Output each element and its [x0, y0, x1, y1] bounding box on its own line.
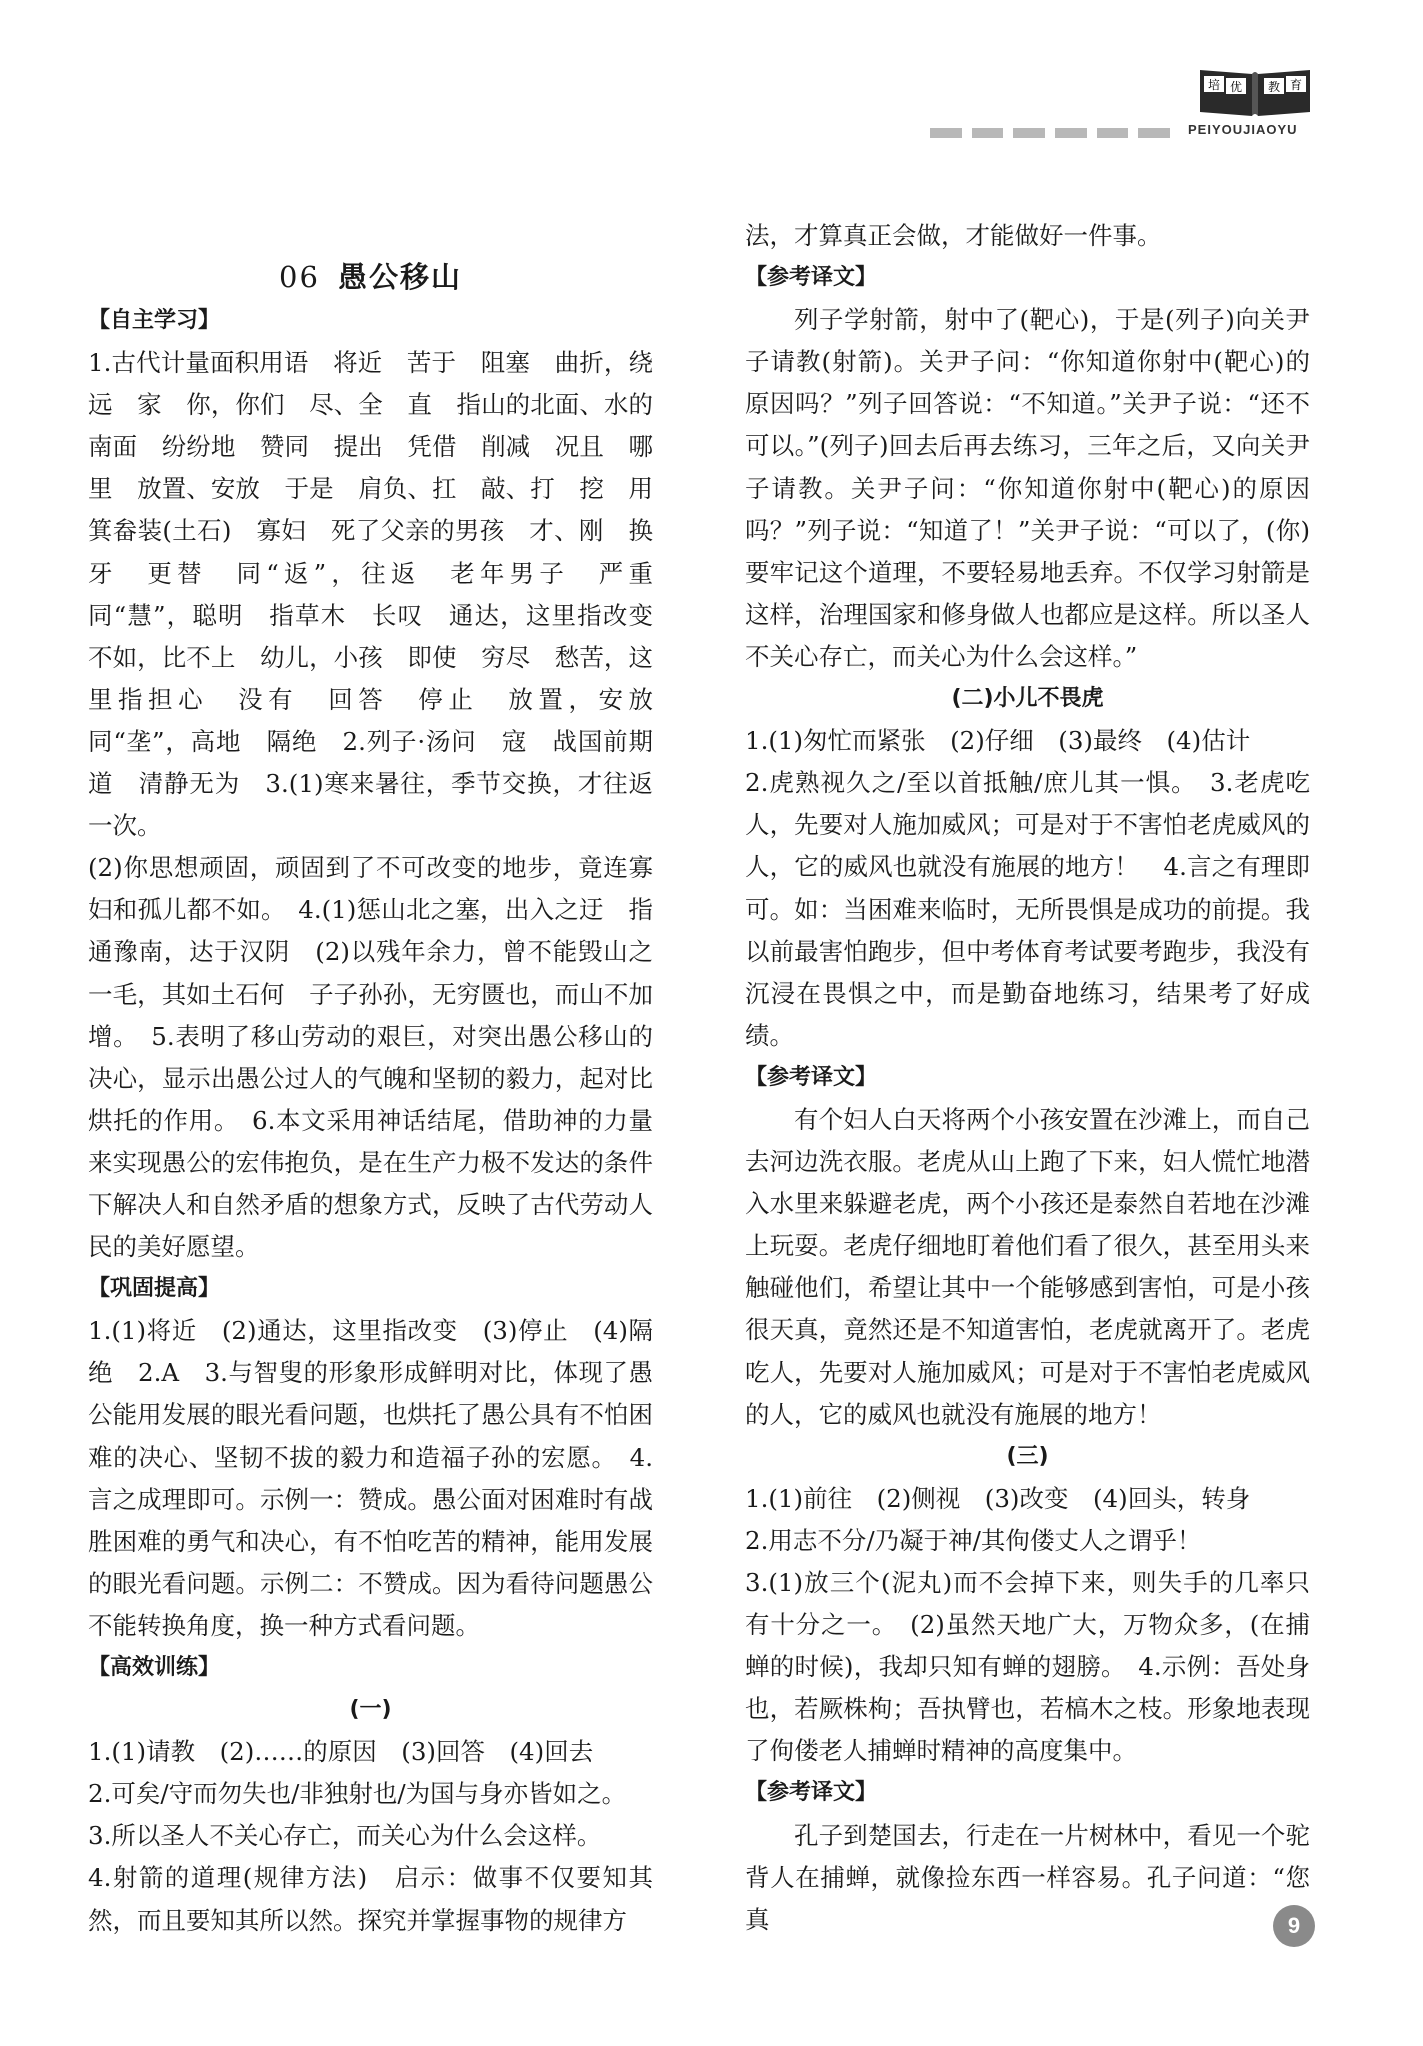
subsection-heading: (一): [349, 1697, 392, 1723]
translation-paragraph: 列子学射箭，射中了(靶心)，于是(列子)向关尹子请教(射箭)。关尹子问：“你知道你射中(靶心)的原因吗？”列子回答说：“不知道。”关尹子说：“还不可以。”(列子)回去后再去练习，三年之后，又向关尹子请教。关尹子问：“你知道你射中(靶心)的原因吗？”列子说：“知道了！”关尹子说：“可以了，(你)要牢记这个道理，不要轻易地丢弃。不仅学习射箭是这样，治理国家和修身做人也都应是这样。所以圣人不关心存亡，而关心为什么会这样。”: [745, 305, 1310, 671]
publisher-logo: [1196, 64, 1314, 118]
brand-name: PEIYOUJIAOYU: [1188, 122, 1298, 137]
book-logo-icon: [1196, 64, 1314, 118]
section-heading: 【参考译文】: [745, 265, 878, 291]
answer-paragraph: 2.用志不分/乃凝于神/其佝偻丈人之谓乎！: [745, 1525, 1202, 1555]
section-heading: 【巩固提高】: [88, 1276, 221, 1302]
lesson-number: 06: [279, 260, 320, 294]
right-column: [745, 215, 1310, 1941]
section-heading: 【参考译文】: [745, 1780, 878, 1806]
logo-glyph: 育: [1289, 78, 1303, 92]
section-heading: 【自主学习】: [88, 308, 221, 333]
logo-glyph: 培: [1207, 78, 1221, 92]
answer-paragraph: 2.可矣/守而勿失也/非独射也/为国与身亦皆如之。: [88, 1779, 627, 1809]
left-column: [88, 300, 678, 1942]
answer-paragraph: 法，才算真正会做，才能做好一件事。: [745, 221, 1162, 250]
answer-paragraph: 1.古代计量面积用语 将近 苦于 阻塞 曲折，绕远 家 你，你们 尽、全 直 指山的北面、水的南面 纷纷地 赞同 提出 凭借 削减 况且 哪里 放置、安放 于是 肩负、扛 敲、打 挖 用箕畚装(土石) 寡妇 死了父亲的男孩 才、刚 换牙 更替 同“返”，往返 老年男子 严重 同“慧”，聪明 指草木 长叹 通达，这里指改变 不如，比不上 幼儿，小孩 即使 穷尽 愁苦，这里指担心 没有 回答 停止 放置，安放 同“垄”，高地 隔绝 2.列子·汤问 寇 战国前期 道 清静无为 3.(1)寒来暑往，季节交换，才往返一次。: [88, 348, 678, 841]
page-title: [88, 255, 653, 296]
answer-paragraph: (2)你思想顽固，顽固到了不可改变的地步，竟连寡妇和孤儿都不如。 4.(1)惩山北之塞，出入之迂 指通豫南，达于汉阴 (2)以残年余力，曾不能毁山之一毛，其如土石何 子子孙孙，无穷匮也，而山不加增。 5.表明了移山劳动的艰巨，对突出愚公移山的决心，显示出愚公过人的气魄和坚韧的毅力，起对比烘托的作用。 6.本文采用神话结尾，借助神的力量来实现愚公的宏伟抱负，是在生产力极不发达的条件下解决人和自然矛盾的想象方式，反映了古代劳动人民的美好愿望。: [88, 853, 653, 1262]
answer-paragraph: 2.虎熟视久之/至以首抵触/庶儿其一惧。 3.老虎吃人，先要对人施加威风；可是对于不害怕老虎威风的人，它的威风也就没有施展的地方！ 4.言之有理即可。如：当困难来临时，无所畏惧是成功的前提。我以前最害怕跑步，但中考体育考试要考跑步，我没有沉浸在畏惧之中，而是勤奋地练习，结果考了好成绩。: [745, 768, 1310, 1050]
logo-glyph: 优: [1229, 80, 1243, 94]
lesson-title: 愚公移山: [337, 260, 462, 294]
answer-paragraph: 3.所以圣人不关心存亡，而关心为什么会这样。: [88, 1821, 602, 1851]
answer-paragraph: 1.(1)前往 (2)侧视 (3)改变 (4)回头，转身: [745, 1483, 1251, 1513]
subsection-heading: (三): [1006, 1443, 1049, 1469]
answer-paragraph: 4.射箭的道理(规律方法) 启示：做事不仅要知其然，而且要知其所以然。探究并掌握事物的规律方: [88, 1863, 653, 1935]
page-number: 9: [1273, 1905, 1315, 1947]
answer-paragraph: 1.(1)请教 (2)……的原因 (3)回答 (4)回去: [88, 1737, 594, 1767]
subsection-heading: (二)小儿不畏虎: [951, 686, 1104, 712]
section-heading: 【参考译文】: [745, 1064, 878, 1090]
header-decoration: [930, 128, 1170, 140]
answer-paragraph: 3.(1)放三个(泥丸)而不会掉下来，则失手的几率只有十分之一。 (2)虽然天地广大，万物众多，(在捕蝉的时候)，我却只知有蝉的翅膀。 4.示例：吾处身也，若厥株枸；吾执臂也，若槁木之枝。形象地表现了佝偻老人捕蝉时精神的高度集中。: [745, 1568, 1310, 1766]
section-heading: 【高效训练】: [88, 1655, 221, 1680]
answer-paragraph: 1.(1)匆忙而紧张 (2)仔细 (3)最终 (4)估计: [745, 726, 1251, 756]
translation-paragraph: 孔子到楚国去，行走在一片树林中，看见一个驼背人在捕蝉，就像捡东西一样容易。孔子问道：“您真: [745, 1820, 1310, 1934]
answer-paragraph: 1.(1)将近 (2)通达，这里指改变 (3)停止 (4)隔绝 2.A 3.与智叟的形象形成鲜明对比，体现了愚公能用发展的眼光看问题，也烘托了愚公具有不怕困难的决心、坚韧不拔的毅力和造福子孙的宏愿。 4.言之成理即可。示例一：赞成。愚公面对困难时有战胜困难的勇气和决心，有不怕吃苦的精神，能用发展的眼光看问题。示例二：不赞成。因为看待问题愚公不能转换角度，换一种方式看问题。: [88, 1316, 653, 1640]
logo-glyph: 教: [1267, 80, 1281, 94]
translation-paragraph: 有个妇人白天将两个小孩安置在沙滩上，而自己去河边洗衣服。老虎从山上跑了下来，妇人慌忙地潜入水里来躲避老虎，两个小孩还是泰然自若地在沙滩上玩耍。老虎仔细地盯着他们看了很久，甚至用头来触碰他们，希望让其中一个能够感到害怕，可是小孩很天真，竟然还是不知道害怕，老虎就离开了。老虎吃人，先要对人施加威风；可是对于不害怕老虎威风的人，它的威风也就没有施展的地方！: [745, 1104, 1310, 1429]
